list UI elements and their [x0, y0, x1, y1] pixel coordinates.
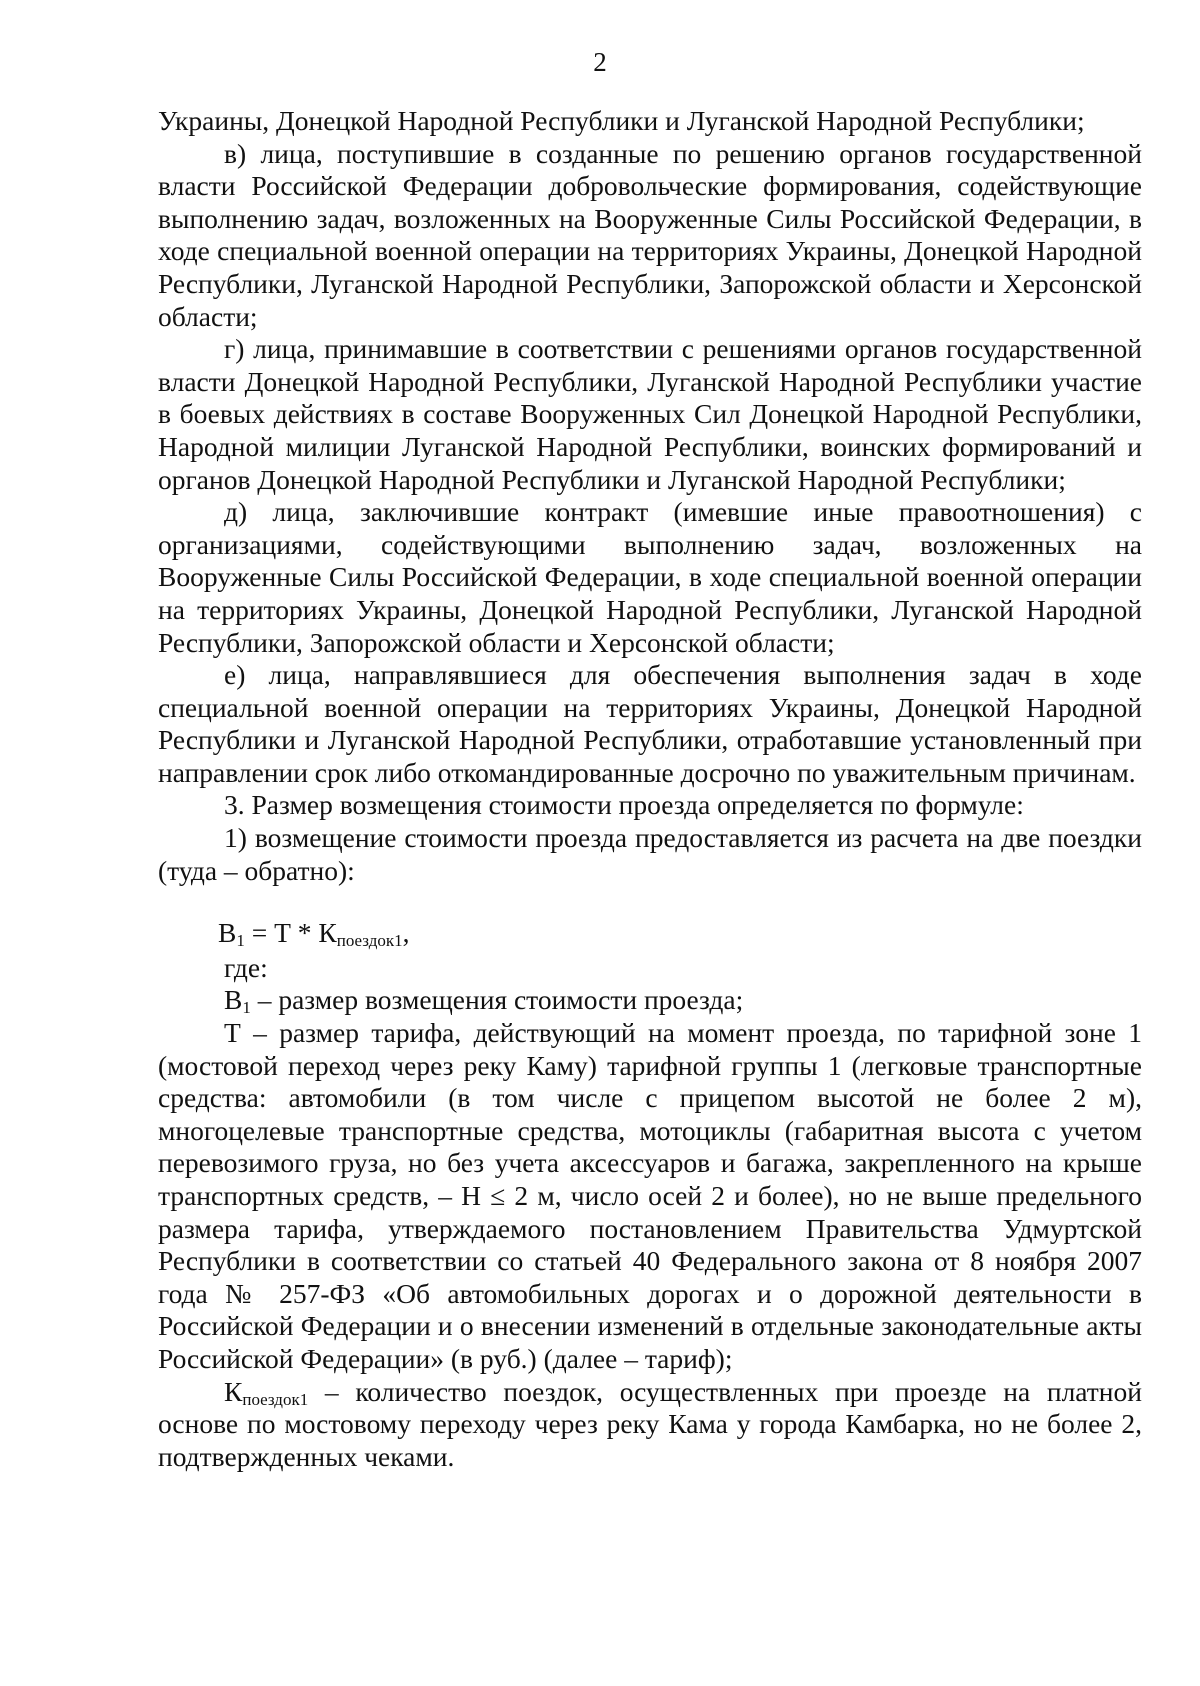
paragraph-continuation: Украины, Донецкой Народной Республики и Луганской Народной Республики;: [158, 105, 1085, 136]
formula-lhs-subscript: 1: [236, 931, 245, 951]
formula-tail: ,: [402, 917, 410, 949]
paragraph-item-v: в) лица, поступившие в созданные по решению органов государственной власти Российской Федерации добровольческие формирования, содействующие выполнению задач, возложенных на Вооруженные Силы Российской Федерации, в ходе специальной военной операции на территориях Украины, Донецкой Народной Республики, Луганской Народной Республики, Запорожской области и Херсонской области;: [158, 137, 1142, 332]
paragraph-item-d: д) лица, заключившие контракт (имевшие иные правоотношения) с организациями, содействующими выполнению задач, возложенных на Вооруженные Силы Российской Федерации, в ходе специальной военной операции на территориях Украины, Донецкой Народной Республики, Луганской Народной Республики, Запорожской области и Херсонской области;: [158, 496, 1142, 658]
where-label: где:: [224, 951, 268, 983]
definition-k-subscript: поездок1: [242, 1389, 309, 1409]
definition-t: Т – размер тарифа, действующий на момент проезда, по тарифной зоне 1 (мостовой переход через реку Каму) тарифной группы 1 (легковые транспортные средства: автомобили (в том числе с прицепом высотой не более 2 м), многоцелевые транспортные средства, мотоциклы (габаритная высота с учетом перевозимого груза, но без учета аксессуаров и багажа, закрепленного на крыше транспортных средств, – Н ≤ 2 м, число осей 2 и более), но не выше предельного размера тарифа, утверждаемого постановлением Правительства Удмуртской Республики в соответствии со статьей 40 Федерального закона от 8 ноября 2007 года № 257-ФЗ «Об автомобильных дорогах и о дорожной деятельности в Российской Федерации и о внесении изменений в отдельные законодательные акты Российской Федерации» (в руб.) (далее – тариф);: [158, 1017, 1142, 1374]
formula-k-subscript: поездок1: [336, 931, 403, 951]
paragraph-item-e: е) лица, направлявшиеся для обеспечения выполнения задач в ходе специальной военной операции на территориях Украины, Донецкой Народной Республики и Луганской Народной Республики, отработавшие установленный при направлении срок либо откомандированные досрочно по уважительным причинам.: [158, 659, 1142, 788]
page-number: 2: [593, 47, 607, 77]
formula: [158, 917, 1142, 950]
definition-k-text: – количество поездок, осуществленных при проезде на платной основе по мостовому переходу через реку Кама у города Камбарка, но не более 2, подтвержденных чеками.: [158, 1375, 1142, 1472]
paragraph-section-3: 3. Размер возмещения стоимости проезда определяется по формуле:: [224, 789, 1024, 821]
definition-k: [158, 1376, 1142, 1474]
definition-b1: [158, 984, 1142, 1017]
definition-b1-subscript: 1: [242, 998, 251, 1018]
paragraph-subitem-1: 1) возмещение стоимости проезда предоставляется из расчета на две поездки (туда – обратно):: [158, 822, 1142, 886]
paragraph-item-g: г) лица, принимавшие в соответствии с решениями органов государственной власти Донецкой Народной Республики, Луганской Народной Республики участие в боевых действиях в составе Вооруженных Сил Донецкой Народной Республики, Народной милиции Луганской Народной Республики, воинских формирований и органов Донецкой Народной Республики и Луганской Народной Республики;: [158, 333, 1142, 495]
document-body: [158, 105, 1142, 1473]
definition-b1-text: – размер возмещения стоимости проезда;: [250, 984, 744, 1016]
formula-middle: = Т * К: [244, 917, 337, 949]
definition-k-symbol: К: [224, 1375, 243, 1407]
formula-lhs: B: [218, 917, 237, 949]
definition-b1-symbol: B: [224, 984, 243, 1016]
